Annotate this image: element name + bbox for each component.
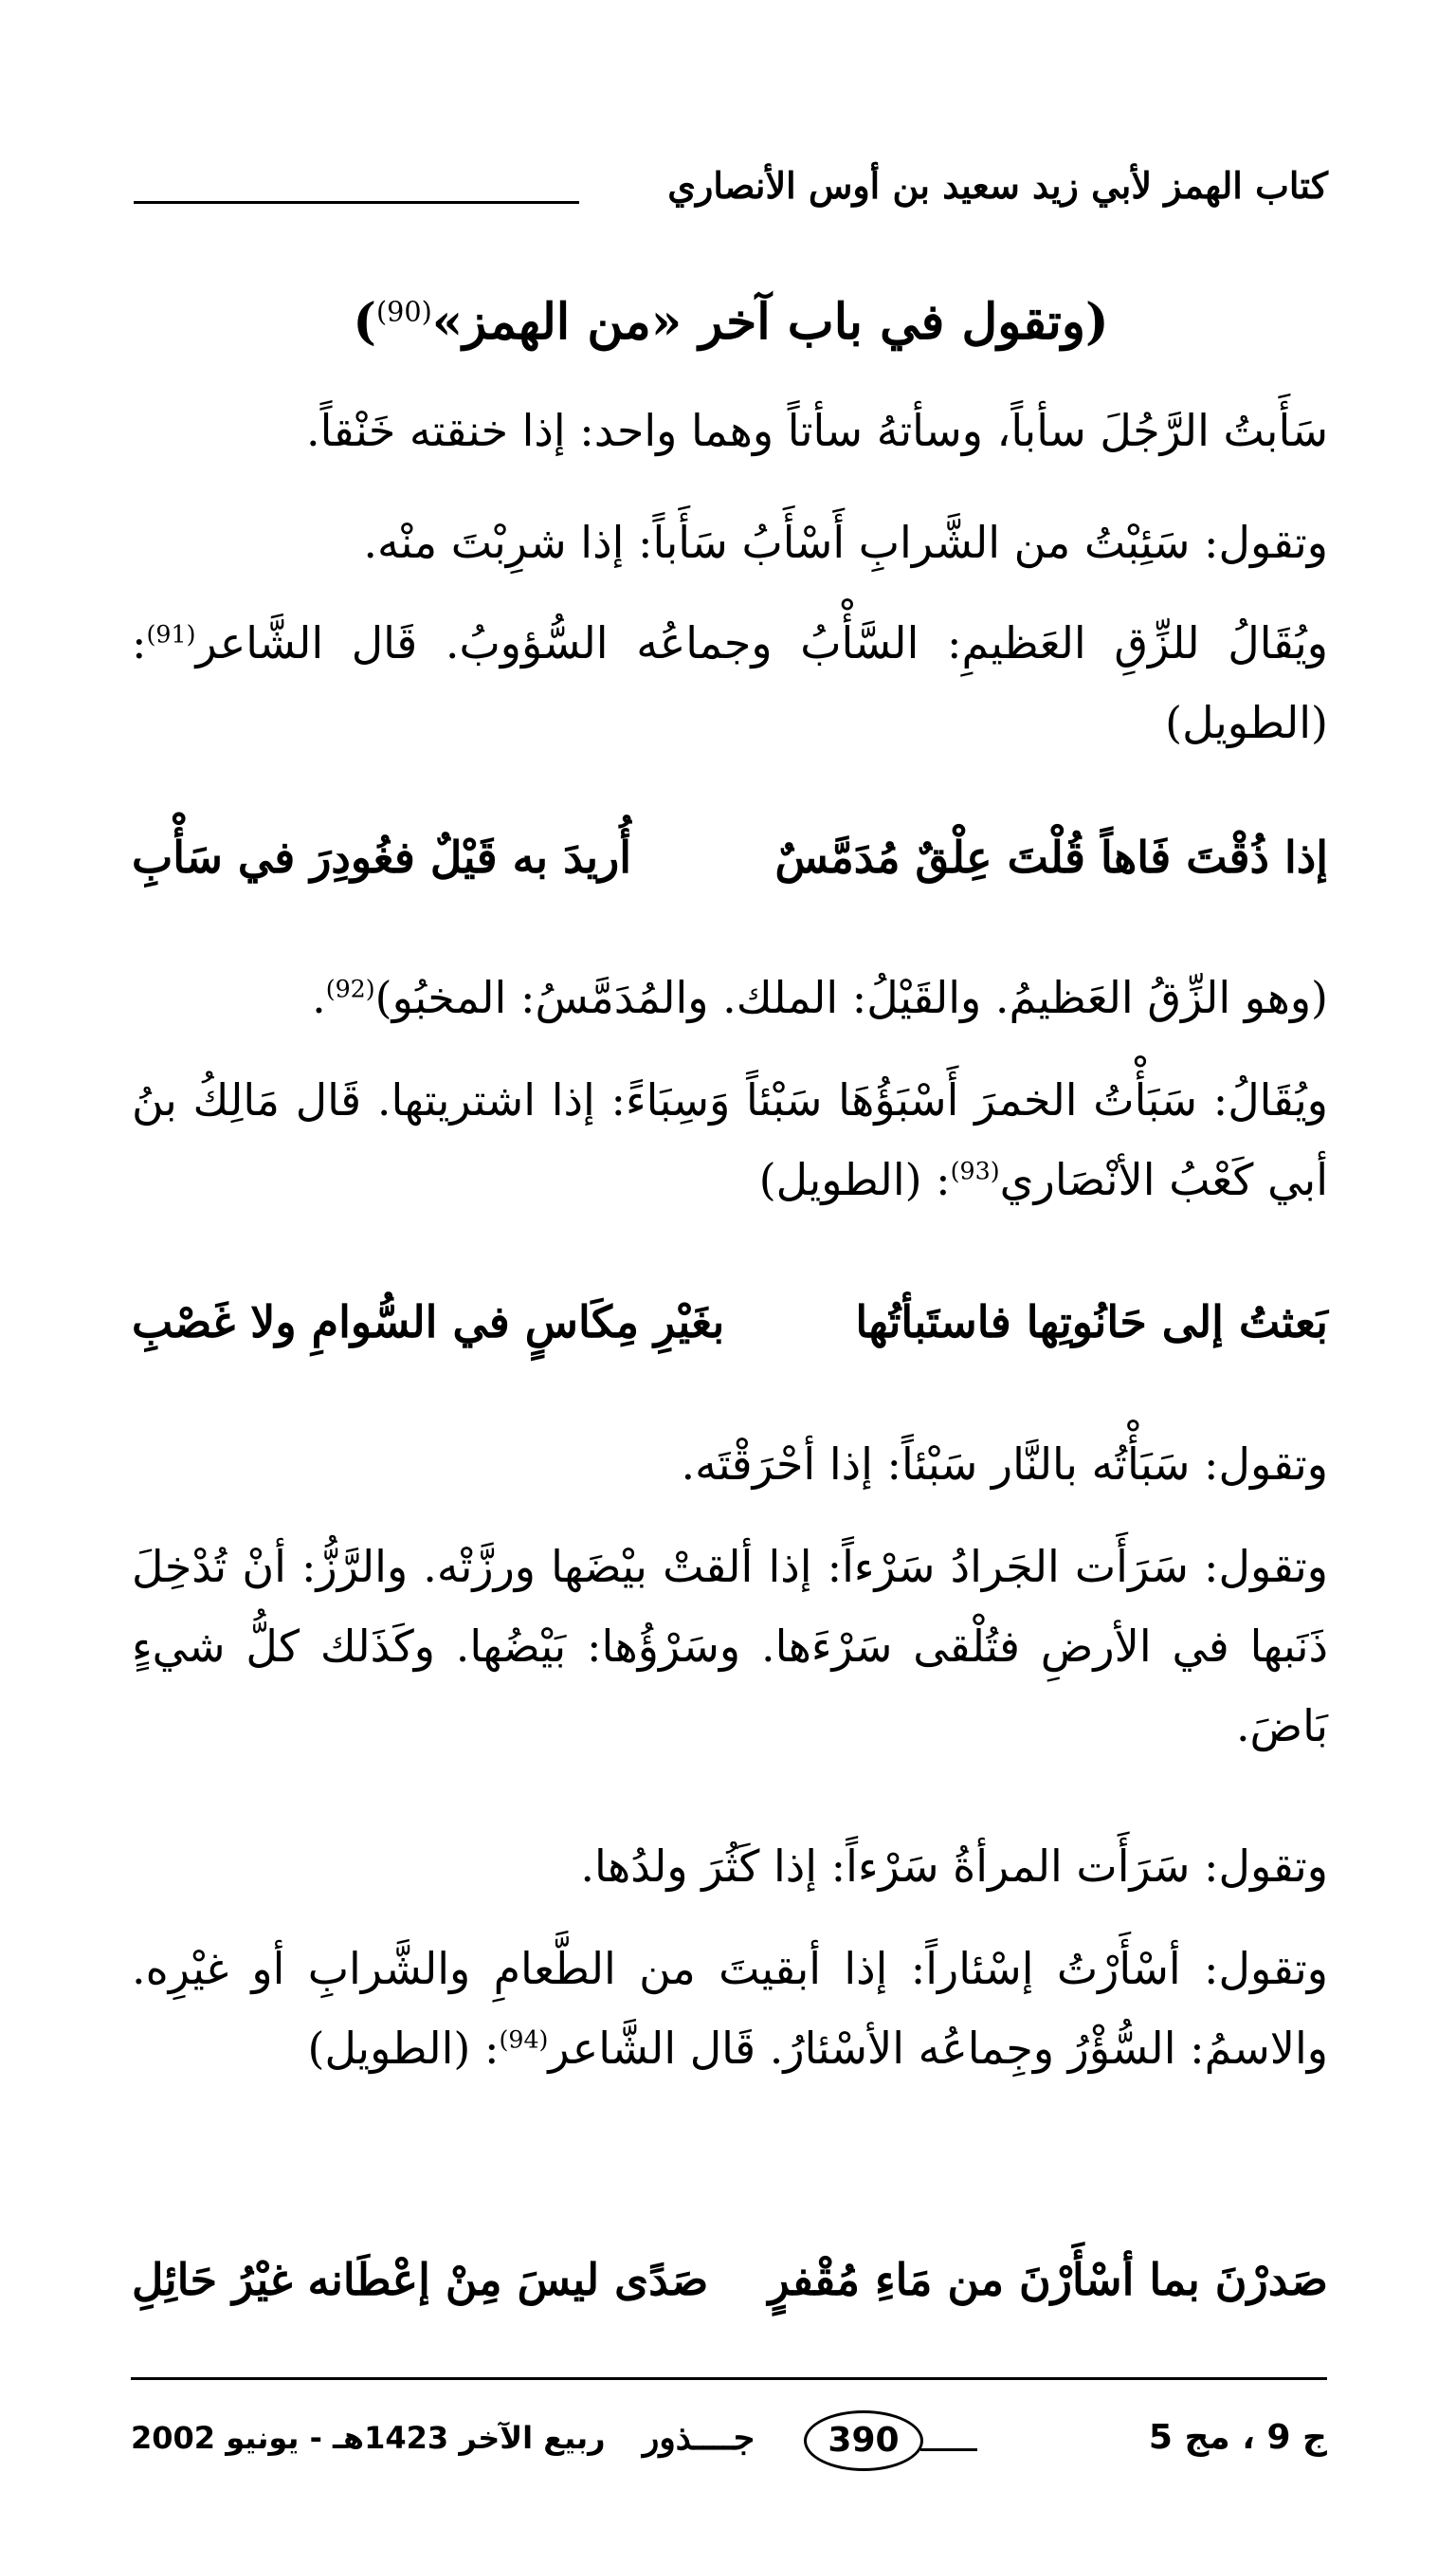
paragraph-text: ويُقَالُ للزِّقِ العَظيمِ: السَّأْبُ وجماعُه السُّؤوبُ. قَال الشَّاعر bbox=[195, 617, 1328, 668]
paragraph bbox=[132, 1060, 1328, 1219]
footnote-ref-94: (94) bbox=[499, 2025, 549, 2054]
section-heading-close: ) bbox=[353, 293, 377, 351]
paragraph: وتقول: سَرَأَت الجَرادُ سَرْءاً: إذا ألقتْ بيْضَها ورزَّتْه. والرَّزُّ: أنْ تُدْخِلَ ذَنَبها في الأرضِ فتُلْقى سَرْءَها. وسَرْؤُها: بَيْضُها. وكَذَلك كلُّ شيءٍ بَاضَ. bbox=[132, 1541, 1328, 1751]
verse-first-hemistich: إذا ذُقْتَ فَاهاً قُلْتَ عِلْقٌ مُدَمَّسٌ bbox=[774, 832, 1328, 883]
journal-mark bbox=[643, 2399, 1003, 2484]
poetry-verse bbox=[132, 2240, 1328, 2319]
paragraph-text: (وهو الزِّقُ العَظيمُ. والقَيْلُ: الملك. والمُدَمَّسُ: المخبُو) bbox=[374, 972, 1328, 1023]
poetry-verse bbox=[132, 1282, 1328, 1362]
footnote-ref-93: (93) bbox=[950, 1157, 1000, 1185]
footnote-ref-90: (90) bbox=[376, 295, 432, 328]
paragraph bbox=[132, 603, 1328, 762]
paragraph bbox=[132, 1929, 1328, 2088]
section-heading bbox=[134, 284, 1328, 360]
paragraph-text: وتقول: أسْأَرْتُ إسْئاراً: إذا أبقيتَ من الطَّعامِ والشَّرابِ أو غيْرِه. والاسمُ: السُّؤْرُ وجِماعُه الأسْئارُ. قَال الشَّاعر bbox=[132, 1943, 1328, 2074]
paragraph: وتقول: سَئِبْتُ من الشَّرابِ أَسْأَبُ سَأَباً: إذا شرِبْتَ منْه. bbox=[363, 517, 1328, 568]
header-rule bbox=[134, 201, 579, 204]
paragraph-tail: . bbox=[312, 972, 326, 1023]
verse-second-hemistich: بغَيْرِ مِكَاسٍ في السُّوامِ ولا غَصْبِ bbox=[132, 1296, 725, 1347]
paragraph bbox=[132, 958, 1328, 1037]
footnote-ref-92: (92) bbox=[325, 975, 375, 1003]
paragraph-text: ويُقَالُ: سَبَأْتُ الخمرَ أَسْبَؤُهَا سَبْئاً وَسِبَاءً: إذا اشتريتها. قَال مَالِكُ بنُ أبي كَعْبُ الأنْصَاري bbox=[132, 1074, 1328, 1205]
meter-label: : (الطويل) bbox=[132, 617, 1328, 748]
issue-volume: ج 9 ، مج 5 bbox=[1148, 2418, 1327, 2457]
verse-second-hemistich: أُريدَ به قَيْلٌ فغُودِرَ في سَأْبِ bbox=[132, 832, 632, 883]
running-header bbox=[134, 159, 1328, 216]
paragraph: وتقول: سَرَأَت المرأةُ سَرْءاً: إذا كَثُرَ ولدُها. bbox=[580, 1841, 1328, 1892]
footnote-ref-91: (91) bbox=[146, 620, 196, 649]
verse-second-hemistich: صَدًى ليسَ مِنْ إعْطَانه غيْرُ حَائِلِ bbox=[132, 2254, 709, 2305]
issue-date: ربيع الآخر 1423هـ - يونيو 2002 bbox=[131, 2420, 606, 2456]
meter-label: : (الطويل) bbox=[307, 2023, 500, 2074]
section-heading-text: (وتقول في باب آخر «من الهمز» bbox=[431, 293, 1109, 351]
meter-label: : (الطويل) bbox=[758, 1154, 951, 1205]
paragraph: سَأَبتُ الرَّجُلَ سأباً، وسأتهُ سأتاً وهما واحد: إذا خنقته خَنْقاً. bbox=[306, 405, 1328, 456]
page-footer bbox=[131, 2399, 1327, 2484]
paragraph: وتقول: سَبَأْتُه بالنَّار سَبْئاً: إذا أحْرَقْتَه. bbox=[681, 1438, 1328, 1490]
poetry-verse bbox=[132, 817, 1328, 897]
journal-mark-tail bbox=[920, 2448, 977, 2451]
verse-first-hemistich: صَدرْنَ بما أسْأَرْنَ من مَاءِ مُقْفرٍ bbox=[768, 2254, 1328, 2305]
footer-rule bbox=[131, 2377, 1327, 2380]
journal-name: جــــذور bbox=[643, 2418, 755, 2458]
page-number: 390 bbox=[804, 2410, 923, 2471]
running-title: كتاب الهمز لأبي زيد سعيد بن أوس الأنصاري bbox=[667, 164, 1328, 207]
verse-first-hemistich: بَعثتُ إلى حَانُوتِها فاستَبأتُها bbox=[855, 1296, 1328, 1347]
